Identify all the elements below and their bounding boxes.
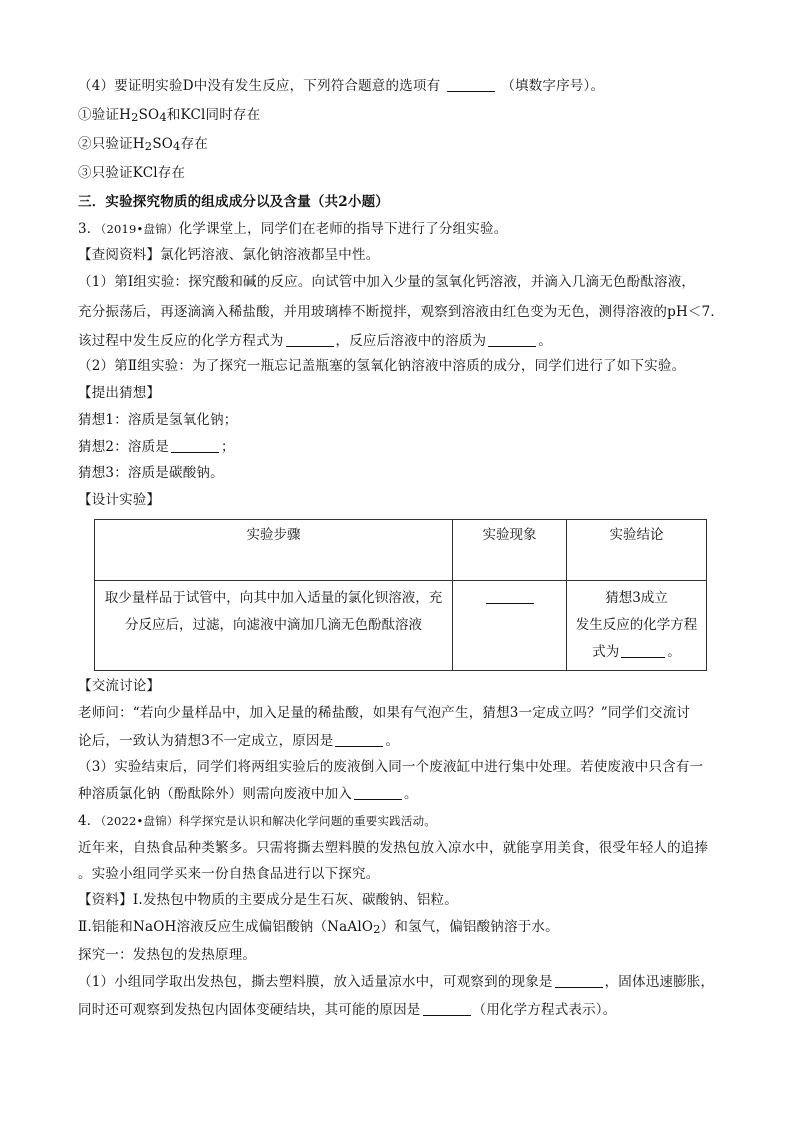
- q4b-p1-line1b: ，固体迅速膨胀，: [604, 974, 715, 990]
- info-tag: 【查阅资料】: [78, 247, 161, 263]
- table-header-row: [95, 520, 707, 581]
- concl-line-1: 猜想3成立: [605, 590, 668, 606]
- design-tag: 【设计实验】: [78, 492, 161, 508]
- header-conclusion: 实验结论: [567, 520, 707, 581]
- q4b-p1-line1: [78, 972, 714, 992]
- table-row: [95, 581, 707, 671]
- q4b-info-tag: 【资料】: [78, 892, 133, 908]
- q4-hint: （填数字序号）。: [501, 78, 605, 94]
- answer-blank[interactable]: [423, 1001, 471, 1016]
- q4b-p1-line1a: （1）小组同学取出发热包，撕去塑料膜，放入适量凉水中，可观察到的现象是: [78, 974, 553, 990]
- sub-4: 4: [159, 110, 167, 124]
- disc-line2b: 。: [385, 733, 400, 749]
- concl-line-3: [567, 639, 706, 666]
- q4b-info-2: [78, 917, 559, 937]
- sub-2: 2: [144, 139, 153, 153]
- q4b-number: 4．: [78, 813, 101, 829]
- discussion-line-2: [78, 731, 399, 751]
- q3-number: 3．: [78, 221, 101, 237]
- discussion-line-1: 老师问：“若向少量样品中，加入足量的稀盐酸，如果有气泡产生，猜想3一定成立吗？”同学们交流讨: [78, 705, 691, 721]
- q4-stem-text: （4）要证明实验D中没有发生反应，下列符合题意的选项有: [78, 78, 441, 94]
- header-step: 实验步骤: [95, 520, 453, 581]
- hypothesis-tag: 【提出猜想】: [78, 385, 161, 401]
- opt1-pre: ①验证H: [78, 107, 132, 123]
- hyp2-text: 猜想2：溶质是: [78, 439, 169, 455]
- experiment-table: [94, 519, 707, 671]
- opt2-pre: ②只验证H: [78, 136, 145, 152]
- observation-cell: [453, 581, 567, 671]
- answer-blank[interactable]: [286, 332, 334, 347]
- q3-intro-text: 化学课堂上，同学们在老师的指导下进行了分组实验。: [178, 221, 508, 237]
- q4b-p1-line2: [78, 1000, 616, 1020]
- q3-info: [78, 245, 379, 265]
- hypothesis-1: 猜想1：溶质是氢氧化钠；: [78, 412, 238, 428]
- q4b-intro: [78, 811, 436, 831]
- q4b-info2b: ）和氢气，偏铝酸钠溶于水。: [380, 919, 559, 935]
- q4-option-2: [78, 134, 208, 154]
- answer-blank[interactable]: [488, 332, 536, 347]
- opt2-mid: SO: [152, 136, 174, 152]
- conclusion-cell: [567, 581, 707, 671]
- q3-p1-line2: 充分振荡后，再逐滴滴入稀盐酸，并用玻璃棒不断搅拌，观察到溶液由红色变为无色，测得溶液的pH＜7．: [78, 304, 725, 320]
- q3-p1-line3: [78, 331, 552, 351]
- q4-stem: [78, 76, 604, 96]
- hypothesis-3: 猜想3：溶质是碳酸钠。: [78, 465, 224, 481]
- q4-option-3: ③只验证KCl存在: [78, 165, 186, 181]
- opt1-post: 和KCl同时存在: [166, 107, 261, 123]
- answer-blank[interactable]: [354, 785, 402, 800]
- info-text: 氯化钙溶液、氯化钠溶液都呈中性。: [160, 247, 380, 263]
- p3-line2b: 。: [404, 786, 418, 802]
- q4b-p1-line2a: 同时还可观察到发热包内固体变硬结块，其可能的原因是: [78, 1002, 421, 1018]
- hyp2-end: ；: [221, 439, 235, 455]
- q4b-info1-text: Ⅰ.发热包中物质的主要成分是生石灰、碳酸钠、铝粒。: [132, 892, 458, 908]
- q4b-info-1: [78, 890, 458, 910]
- q3-p1-line3c: 。: [538, 333, 552, 349]
- sub-2: 2: [373, 922, 381, 936]
- q3-p1-line3b: ，反应后溶液中的溶质为: [335, 333, 487, 349]
- q3-source: （2019•盘锦）: [100, 222, 179, 236]
- step-cell: [95, 581, 453, 671]
- answer-blank[interactable]: [447, 77, 495, 92]
- q4b-source: （2022•盘锦）: [100, 814, 179, 828]
- hypothesis-2: [78, 437, 235, 457]
- header-observation: 实验现象: [453, 520, 567, 581]
- section-heading: 三．实验探究物质的组成成分以及含量（共2小题）: [78, 194, 389, 210]
- q3-p1-line3a: 该过程中发生反应的化学方程式为: [78, 333, 284, 349]
- q3-p3-line1: （3）实验结束后，同学们将两组实验后的废液倒入同一个废液缸中进行集中处理。若使废液中只含有一: [78, 759, 704, 775]
- q4-option-1: [78, 105, 260, 125]
- answer-blank[interactable]: [555, 973, 603, 988]
- answer-blank[interactable]: [335, 732, 383, 747]
- sub-4: 4: [173, 139, 181, 153]
- answer-blank[interactable]: [621, 643, 665, 658]
- disc-line2a: 论后，一致认为猜想3不一定成立，原因是: [78, 733, 334, 749]
- sub-2: 2: [131, 110, 139, 124]
- q4b-info2a: Ⅱ.铝能和NaOH溶液反应生成偏铝酸钠（NaAlO: [78, 919, 374, 935]
- concl-line-2: 发生反应的化学方程: [575, 617, 698, 633]
- q4b-line3: 。实验小组同学买来一份自热食品进行以下探究。: [78, 866, 380, 882]
- concl-line-3a: 式为: [592, 644, 620, 660]
- q3-p2-line1: （2）第Ⅱ组实验：为了探究一瓶忘记盖瓶塞的氢氧化钠溶液中溶质的成分，同学们进行了如下实验。: [78, 358, 686, 374]
- opt1-mid: SO: [138, 107, 160, 123]
- answer-blank[interactable]: [171, 438, 219, 453]
- discussion-tag: 【交流讨论】: [78, 678, 161, 694]
- opt2-post: 存在: [180, 136, 208, 152]
- q3-p3-line2: [78, 784, 418, 804]
- q3-intro: [78, 219, 507, 239]
- p3-line2a: 种溶质氯化钠（酚酞除外）则需向废液中加入: [78, 786, 352, 802]
- concl-line-3b: 。: [667, 644, 681, 660]
- q4b-line2: 近年来，自热食品种类繁多。只需将撕去塑料膜的发热包放入凉水中，就能享用美食，很受年轻人的追捧: [78, 840, 709, 856]
- q4b-p1-line2b: （用化学方程式表示）。: [472, 1002, 617, 1018]
- q4b-intro-text: 科学探究是认识和解决化学问题的重要实践活动。: [178, 814, 437, 828]
- q4b-explore-1: 探究一：发热包的发热原理。: [78, 947, 257, 963]
- step-line-2: 分反应后，过滤，向滤液中滴加几滴无色酚酞溶液: [125, 617, 422, 633]
- answer-blank[interactable]: [486, 589, 534, 604]
- step-line-1: 取少量样品于试管中，向其中加入适量的氯化钡溶液，充: [104, 590, 443, 606]
- q3-p1-line1: （1）第Ⅰ组实验：探究酸和碱的反应。向试管中加入少量的氢氧化钙溶液，并滴入几滴无色酚酞溶液，: [78, 274, 696, 290]
